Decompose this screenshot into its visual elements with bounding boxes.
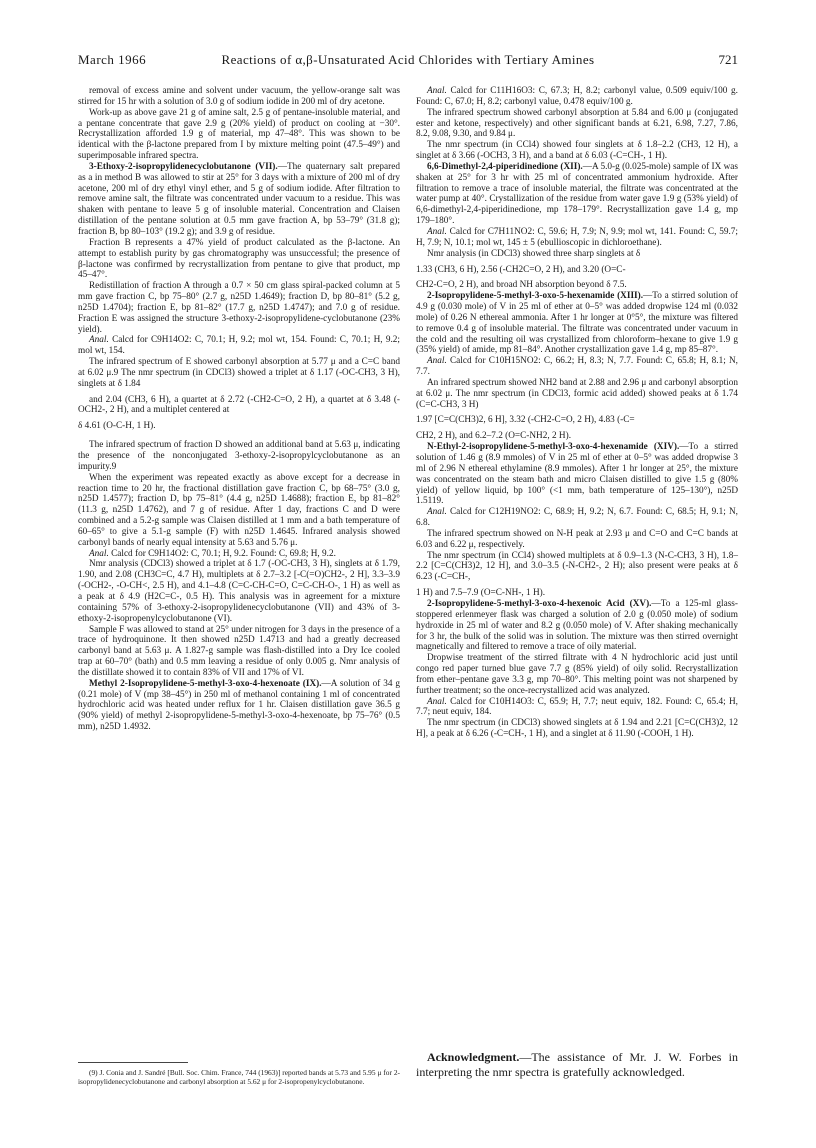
header-title: Reactions of α,β-Unsaturated Acid Chlorides with Tertiary Amines [221, 52, 595, 67]
paragraph [78, 162, 400, 238]
paragraph-text: Redistillation of fraction A through a 0.7 × 50 cm glass spiral-packed column at 5 mm gave fraction C, bp 75–80° (2.7 g, n25D 1.4649); fraction D, bp 80–81° (5.2 g, n25D 1.4704); fraction E, bp 81–82° (17.7 g, n25D 1.4747); and 7.0 g of residue. Fraction E was assigned the structure 3-ethoxy-2-isopropylidene-cyclobutanone (23% yield). [78, 281, 400, 335]
paragraph-text: 1.33 (CH3, 6 H), 2.56 (-CH2C=O, 2 H), and 3.20 (O=C- [416, 264, 626, 275]
compound-heading: 6,6-Dimethyl-2,4-piperidinedione (XII). [427, 161, 583, 172]
acknowledgment [416, 1050, 738, 1079]
paragraph [78, 549, 400, 560]
acknowledgment-lead: Acknowledgment. [427, 1050, 520, 1064]
paragraph-text: —To a 125-ml glass-stoppered erlenmeyer flask was charged a solution of 2.0 g (0.050 mole) of sodium hydroxide in 25 ml of water and 8.2 g (0.050 mole) of V. After shaking mechanically for 3 hr, the bulk of the solid was in solution. The mixture was then stirred overnight magnetically and filtered to remove a trace of oily material. [416, 598, 738, 653]
analysis-lead: Anal. [427, 226, 447, 237]
right-column [416, 86, 738, 740]
paragraph-text: δ 4.61 (O-C-H, 1 H). [78, 421, 156, 432]
paragraph [78, 395, 400, 417]
compound-heading: 2-Isopropylidene-5-methyl-3-oxo-4-hexenoic Acid (XV). [427, 598, 652, 609]
paragraph [416, 162, 738, 227]
left-column [78, 86, 400, 733]
paragraph-text: Calcd for C10H15NO2: C, 66.2; H, 8.3; N, 7.7. Found: C, 65.8; H, 8.1; N, 7.7. [416, 356, 738, 378]
paragraph-text: 1.97 [C=C(CH3)2, 6 H], 3.32 (-CH2-C=O, 2 H), 4.83 (-C= [416, 415, 635, 426]
paragraph [416, 718, 738, 740]
paragraph-text: Calcd for C12H19NO2: C, 68.9; H, 9.2; N, 6.7. Found: C, 68.5; H, 9.1; N, 6.8. [416, 507, 738, 529]
paragraph-text: and 2.04 (CH3, 6 H), a quartet at δ 2.72 (-CH2-C=O, 2 H), a quartet at δ 3.48 (-OCH2-, 2 H), and a multiplet centered at [78, 394, 400, 416]
paragraph [416, 280, 738, 291]
paragraph [416, 227, 738, 249]
analysis-lead: Anal. [89, 335, 109, 346]
paragraph-text: Nmr analysis (in CDCl3) showed three sharp singlets at δ [427, 248, 641, 259]
paragraph-text: The infrared spectrum showed carbonyl absorption at 5.84 and 6.00 μ (conjugated ester and ketone, respectively) and other significant bands at 6.21, 6.98, 7.27, 7.86, 8.2, 9.08, 9.30, and 9.84 μ. [416, 107, 738, 140]
analysis-lead: Anal. [427, 696, 447, 707]
footnote [78, 1068, 400, 1086]
paragraph-text: The nmr spectrum (in CCl4) showed multiplets at δ 0.9–1.3 (N-C-CH3, 3 H), 1.8–2.2 [C=C(CH3)2, 12 H], and 3.0–3.5 (-N-CH2-, 2 H); also present were peaks at δ 6.23 (-C=CH-, [416, 550, 738, 583]
compound-heading: 2-Isopropylidene-5-methyl-3-oxo-5-hexenamide (XIII). [427, 291, 644, 302]
paragraph-text: CH2, 2 H), and 6.2–7.2 (O=C-NH2, 2 H). [416, 431, 572, 442]
paragraph-text: 1 H) and 7.5–7.9 (O=C-NH-, 1 H). [416, 588, 546, 599]
paragraph-text: Calcd for C9H14O2: C, 70.1; H, 9.2; mol wt, 154. Found: C, 70.1; H, 9.2; mol wt, 154. [78, 335, 400, 357]
paragraph [78, 86, 400, 108]
paragraph [78, 625, 400, 679]
paragraph [416, 431, 738, 442]
paragraph-text: —A solution of 34 g (0.21 mole) of V (mp 38–45°) in 250 ml of methanol containing 1 ml of concentrated hydrochloric acid was heated under reflux for 1 hr. Claisen distillation gave 36.5 g (90% yield) of methyl 2-isopropylidene-5-methyl-3-oxo-4-hexenoate, bp 75–76° (0.5 mm), n25D 1.4932. [78, 678, 400, 733]
paragraph [78, 238, 400, 281]
footnote-text: (9) J. Conia and J. Sandré [Bull. Soc. Chim. France, 744 (1963)] reported bands at 5.73 and 5.95 μ for 2-isopropylidenecyclobutanone and carbonyl absorption at 5.62 μ for 2-isopropenylcyclobutanone. [78, 1068, 400, 1086]
paragraph-text: Dropwise treatment of the stirred filtrate with 4 N hydrochloric acid just until congo red paper turned blue gave 7.7 g (85% yield) of oily solid. Recrystallization from ether–pentane gave 3.3 g, mp 70–80°. This melting point was not sharpened by further treatment; so the once-recrystallized acid was analyzed. [416, 653, 738, 696]
paragraph-text: Calcd for C9H14O2: C, 70.1; H, 9.2. Found: C, 69.8; H, 9.2. [108, 548, 336, 559]
paragraph-text: Calcd for C7H11NO2: C, 59.6; H, 7.9; N, 9.9; mol wt, 141. Found: C, 59.7; H, 7.9; N, 10.1; mol wt, 145 ± 5 (ebullioscopic in dichloroethane). [416, 226, 738, 248]
analysis-lead: Anal. [427, 356, 447, 367]
paragraph [78, 559, 400, 624]
paragraph [416, 265, 738, 276]
analysis-lead: Anal. [427, 507, 447, 518]
paragraph-text: When the experiment was repeated exactly as above except for a decrease in reaction time to 20 hr, the fractional distillation gave fraction C, bp 68–75° (3.0 g, n25D 1.4577); fraction D, bp 75–81° (4.4 g, n25D 1.4688); fraction E, bp 81–82° (11.3 g, n25D 1.4762), and 7 g of residue. After 1 day, fractions C and D were combined and a 5.2-g sample was Claisen distilled at 1 mm and a bath temperature of 60–65° to give a 5.1-g sample (F) with n25D 1.4645. Infrared analysis showed carbonyl bands of nearly equal intensity at 5.63 and 5.76 μ. [78, 472, 400, 548]
paragraph [416, 291, 738, 356]
paragraph-text: Calcd for C10H14O3: C, 65.9; H, 7.7; neut equiv, 182. Found: C, 65.4; H, 7.7; neut equiv, 184. [416, 696, 738, 718]
paragraph [416, 108, 738, 141]
page-number: 721 [718, 52, 738, 67]
analysis-lead: Anal. [89, 548, 109, 559]
paragraph-text: Calcd for C11H16O3: C, 67.3; H, 8.2; carbonyl value, 0.509 equiv/100 g. Found: C, 67.0; H, 8.2; carbonyl value, 0.478 equiv/100 g. [416, 86, 738, 107]
paragraph [78, 281, 400, 335]
paragraph [416, 599, 738, 653]
paragraph [78, 421, 400, 432]
paragraph-text: Sample F was allowed to stand at 25° under nitrogen for 3 days in the presence of a trace of hydroquinone. It then showed n25D 1.4713 and had a greatly decreased carbonyl band at 5.63 μ. A 1.827-g sample was flash-distilled into a Dry Ice cooled trap at 60–70° (bath) and 0.5 mm leaving a residue of only 0.005 g. Nmr analysis of the distillate showed it to contain 83% of VII and 17% of VI. [78, 624, 400, 678]
paragraph-text: removal of excess amine and solvent under vacuum, the yellow-orange salt was stirred for 15 hr with a solution of 3.0 g of sodium iodide in 200 ml of dry acetone. [78, 86, 400, 107]
paragraph-text: —To a stirred solution of 1.46 g (8.9 mmoles) of V in 25 ml of ether at 0–5° was added dropwise 3 ml of 2.96 N ethereal ethylamine (8.9 mmoles). After 1 hr longer at 25°, the mixture was concentrated on the steam bath and micro Claisen distilled to give 1.5 g (80% yield) of yellow liquid, bp 100° (<1 mm, bath temperature of 125–130°), n25D 1.5119. [416, 442, 739, 507]
paragraph-text: Nmr analysis (CDCl3) showed a triplet at δ 1.7 (-OC-CH3, 3 H), singlets at δ 1.79, 1.90, and 2.08 (CH3C=C, 4.7 H), multiplets at δ 2.7–3.2 [-C(=O)CH2-, 2 H], 3.3–3.9 (-OCH2-, -O-CH<, 2.5 H), and 4.1–4.8 (C=C-CH-C=O, C=C-CH-O-, 1 H) as well as a peak at δ 4.9 (H2C=C-, 0.5 H). This analysis was in agreement for a mixture containing 57% of 3-ethoxy-2-isopropylidenecyclobutanone (VII) and 43% of 3-ethoxy-2-isopropenylcyclobutanone (VI). [78, 559, 400, 624]
paragraph [78, 357, 400, 390]
paragraph-text: Work-up as above gave 21 g of amine salt, 2.5 g of pentane-insoluble material, and a pentane concentrate that gave 2.9 g (20% yield) of product on cooling at −30°. Recrystallization afforded 1.9 g of material, mp 47–48°. This was shown to be identical with the β-lactone prepared from I by mixture melting point (47.5–49°) and superimposable infrared spectra. [78, 107, 400, 162]
paragraph [78, 473, 400, 549]
paragraph [416, 442, 738, 507]
paragraph-text: CH2-C=O, 2 H), and broad NH absorption beyond δ 7.5. [416, 280, 627, 291]
acknowledgment-paragraph [416, 1050, 738, 1079]
paragraph [416, 653, 738, 696]
paragraph-text: —A 5.0-g (0.025-mole) sample of IX was shaken at 25° for 3 hr with 25 ml of concentrated ammonium hydroxide. After filtration to remove a trace of insoluble material, the filtrate was concentrated at the water pump at 40°. Crystallization of the residue from water gave 1.9 g (53% yield) of 6,6-dimethyl-2,4-piperidinedione, mp 178–179°. Recrystallization gave 1.4 g, mp 179–180°. [416, 161, 738, 227]
acknowledgment-text: —The assistance of Mr. J. W. Forbes in interpreting the nmr spectra is gratefully acknowledged. [416, 1050, 738, 1079]
paragraph [416, 356, 738, 378]
paragraph-text: The nmr spectrum (in CDCl3) showed singlets at δ 1.94 and 2.21 [C=C(CH3)2, 12 H], a peak at δ 6.26 (-C=CH-, 1 H), and a singlet at δ 11.90 (-COOH, 1 H). [416, 718, 738, 740]
paragraph [416, 415, 738, 426]
running-header [78, 52, 738, 70]
paragraph [416, 588, 738, 599]
paragraph [416, 529, 738, 551]
paragraph-text: Fraction B represents a 47% yield of product calculated as the β-lactone. An attempt to establish purity by gas chromatography was unsuccessful; the presence of β-lactone was confirmed by recrystallization from pentane to give that product, mp 45–47°. [78, 237, 400, 281]
paragraph [78, 440, 400, 473]
paragraph-text: The infrared spectrum of fraction D showed an additional band at 5.63 μ, indicating the presence of the nonconjugated 3-ethoxy-2-isopropylcyclobutanone as an impurity.9 [78, 440, 400, 472]
paragraph [416, 551, 738, 584]
paragraph [416, 378, 738, 411]
paragraph [78, 335, 400, 357]
compound-heading: 3-Ethoxy-2-isopropylidenecyclobutanone (VII). [89, 161, 278, 172]
paragraph-text: The infrared spectrum of E showed carbonyl absorption at 5.77 μ and a C=C band at 6.02 μ.9 The nmr spectrum (in CDCl3) showed a triplet at δ 1.17 (-OC-CH3, 3 H), singlets at δ 1.84 [78, 357, 400, 389]
footnote-rule [78, 1062, 188, 1063]
paragraph [416, 507, 738, 529]
paragraph [416, 140, 738, 162]
paragraph-text: An infrared spectrum showed NH2 band at 2.88 and 2.96 μ and carbonyl absorption at 6.02 μ. The nmr spectrum (in CDCl3, formic acid added) showed peaks at δ 1.74 (C=C-CH3, 3 H) [416, 377, 738, 410]
header-date: March 1966 [78, 52, 147, 67]
compound-heading: N-Ethyl-2-isopropylidene-5-methyl-3-oxo-4-hexenamide (XIV). [427, 442, 680, 453]
analysis-lead: Anal. [427, 86, 447, 96]
paragraph [78, 679, 400, 733]
paragraph-text: —The quaternary salt prepared as a in method B was allowed to stir at 25° for 3 days with a mixture of 200 ml of dry acetone, 200 ml of dry ethyl vinyl ether, and 5 g of sodium iodide. After filtration to remove amine salt, the filtrate was concentrated under vacuum to a residue. This was shaken with pentane to leave 5 g of insoluble material. Concentration and Claisen distillation of the pentane solution at 0.5 mm gave fraction A, bp 53–79° (31.8 g); fraction B, bp 80–103° (19.2 g); and 3.9 g of residue. [78, 161, 400, 237]
paragraph-text: The nmr spectrum (in CCl4) showed four singlets at δ 1.8–2.2 (CH3, 12 H), a singlet at δ 3.66 (-OCH3, 3 H), and a band at δ 6.03 (-C=CH-, 1 H). [416, 140, 738, 162]
paragraph-text: —To a stirred solution of 4.9 g (0.030 mole) of V in 25 ml of ether at 0–5° was added dropwise 124 ml (0.032 mole) of 0.26 N ethereal ammonia. After 1 hr longer at 0°5°, the mixture was filtered to remove 0.4 g of insoluble material. The filtrate was concentrated under vacuum in the cold and the resulting oil was crystallized from chloroform–hexane to give 1.9 g (35% yield) of amide, mp 81–84°. Another crystallization gave 1.4 g, mp 85–87°. [416, 291, 738, 356]
paragraph [416, 697, 738, 719]
paragraph [416, 249, 738, 260]
paragraph [416, 86, 738, 108]
paragraph-text: The infrared spectrum showed on N-H peak at 2.93 μ and C=O and C=C bands at 6.03 and 6.22 μ, respectively. [416, 528, 738, 550]
paragraph [78, 108, 400, 162]
compound-heading: Methyl 2-Isopropylidene-5-methyl-3-oxo-4-hexenoate (IX). [89, 678, 322, 689]
